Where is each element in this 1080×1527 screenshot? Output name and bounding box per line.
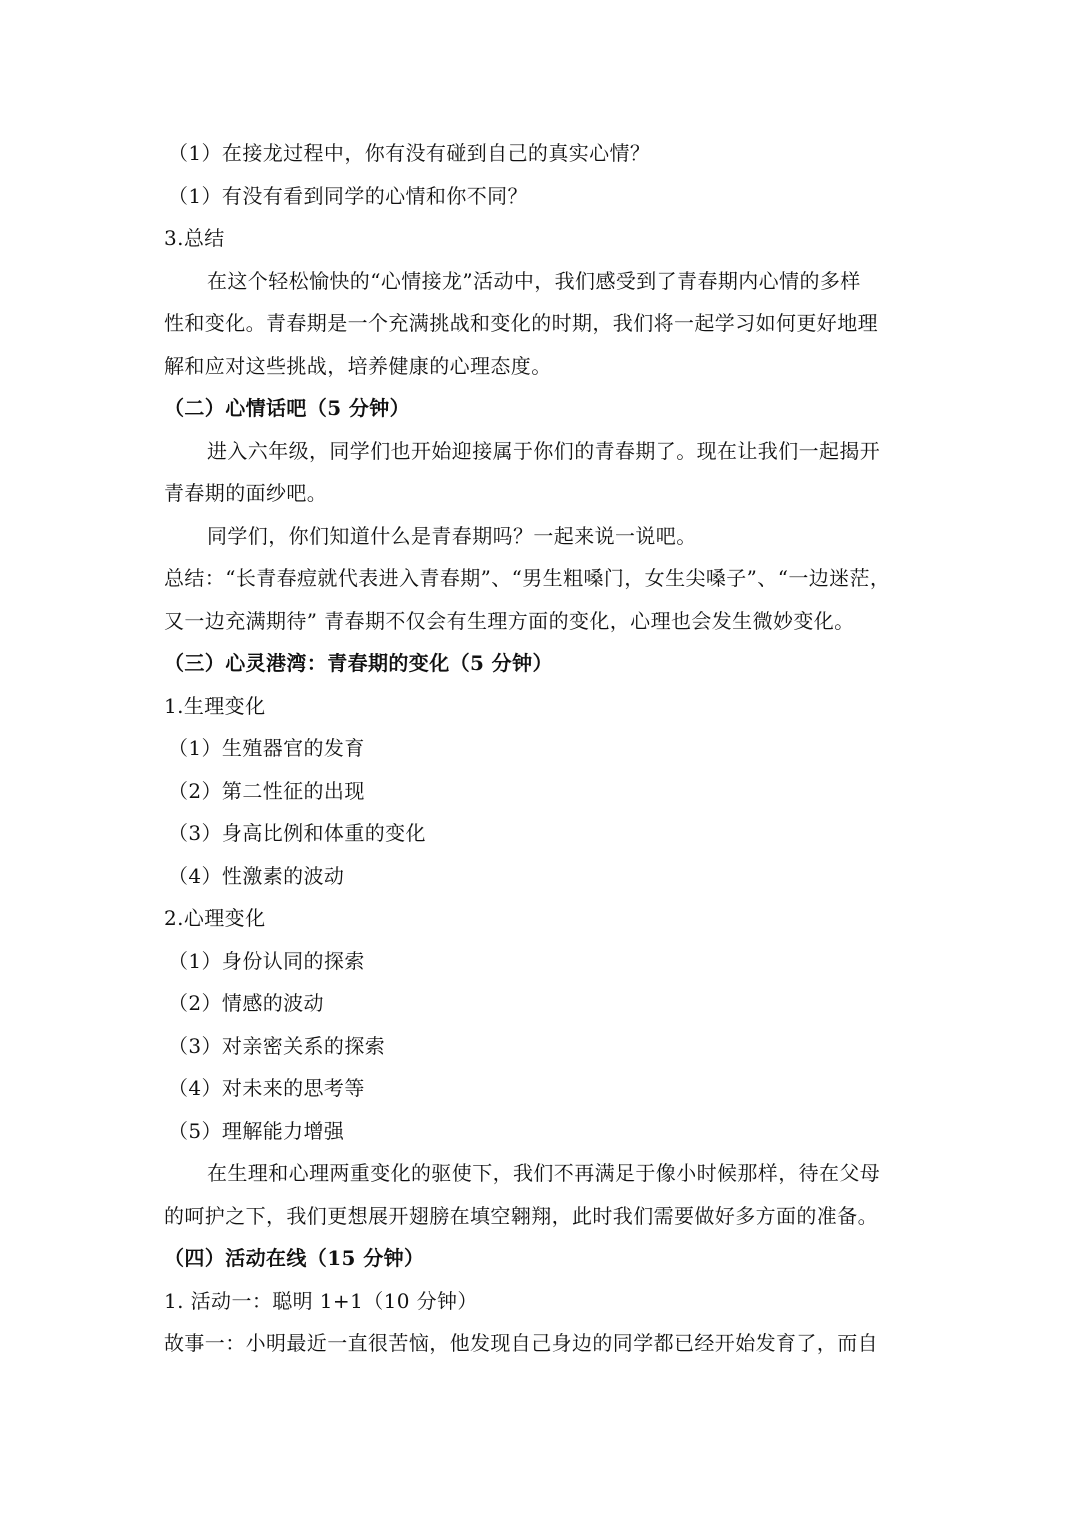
summary-paragraph-line: 解和应对这些挑战，培养健康的心理态度。 <box>164 353 552 378</box>
mood-talk-paragraph-line: 青春期的面纱吧。 <box>164 481 328 505</box>
mood-talk-summary-line: 总结：“长青春痘就代表进入青春期”、“男生粗嗓门，女生尖嗓子”、“一边迷茫， <box>164 566 891 590</box>
changes-conclusion-line: 在生理和心理两重变化的驱使下，我们不再满足于像小时候那样，待在父母 <box>207 1161 881 1185</box>
physiological-change-item: （2）第二性征的出现 <box>168 778 365 803</box>
physiological-changes-title: 1.生理变化 <box>164 693 266 718</box>
summary-subtitle: 3.总结 <box>164 226 225 250</box>
document-body <box>164 132 920 1365</box>
psychological-changes-title: 2.心理变化 <box>164 906 266 930</box>
mood-talk-question: 同学们，你们知道什么是青春期吗？一起来说一说吧。 <box>207 523 697 548</box>
psychological-change-item: （1）身份认同的探索 <box>168 948 365 973</box>
changes-conclusion-line: 的呵护之下，我们更想展开翅膀在填空翱翔，此时我们需要做好多方面的准备。 <box>164 1203 878 1228</box>
physiological-change-item: （1）生殖器官的发育 <box>168 736 365 760</box>
summary-paragraph-line: 性和变化。青春期是一个充满挑战和变化的时期，我们将一起学习如何更好地理 <box>164 311 878 335</box>
section-heading-activities-online: （四）活动在线（15 分钟） <box>164 1246 425 1270</box>
summary-paragraph-line: 在这个轻松愉快的“心情接龙”活动中，我们感受到了青春期内心情的多样 <box>207 268 861 293</box>
activity-one-title: 1. 活动一：聪明 1+1（10 分钟） <box>164 1288 478 1313</box>
physiological-change-item: （4）性激素的波动 <box>168 863 345 888</box>
question-real-feelings: （1）在接龙过程中，你有没有碰到自己的真实心情？ <box>168 141 651 165</box>
section-heading-mood-talk: （二）心情话吧（5 分钟） <box>164 396 411 420</box>
mood-talk-summary-line: 又一边充满期待” 青春期不仅会有生理方面的变化，心理也会发生微妙变化。 <box>164 608 855 633</box>
physiological-change-item: （3）身高比例和体重的变化 <box>168 821 426 845</box>
question-classmates-feelings: （1）有没有看到同学的心情和你不同？ <box>168 183 528 208</box>
section-heading-puberty-changes: （三）心灵港湾：青春期的变化（5 分钟） <box>164 651 553 675</box>
psychological-change-item: （5）理解能力增强 <box>168 1118 345 1143</box>
psychological-change-item: （2）情感的波动 <box>168 991 324 1015</box>
psychological-change-item: （3）对亲密关系的探索 <box>168 1033 386 1058</box>
mood-talk-paragraph-line: 进入六年级，同学们也开始迎接属于你们的青春期了。现在让我们一起揭开 <box>207 438 881 463</box>
story-one-line: 故事一：小明最近一直很苦恼，他发现自己身边的同学都已经开始发育了，而自 <box>164 1331 878 1355</box>
psychological-change-item: （4）对未来的思考等 <box>168 1076 365 1100</box>
